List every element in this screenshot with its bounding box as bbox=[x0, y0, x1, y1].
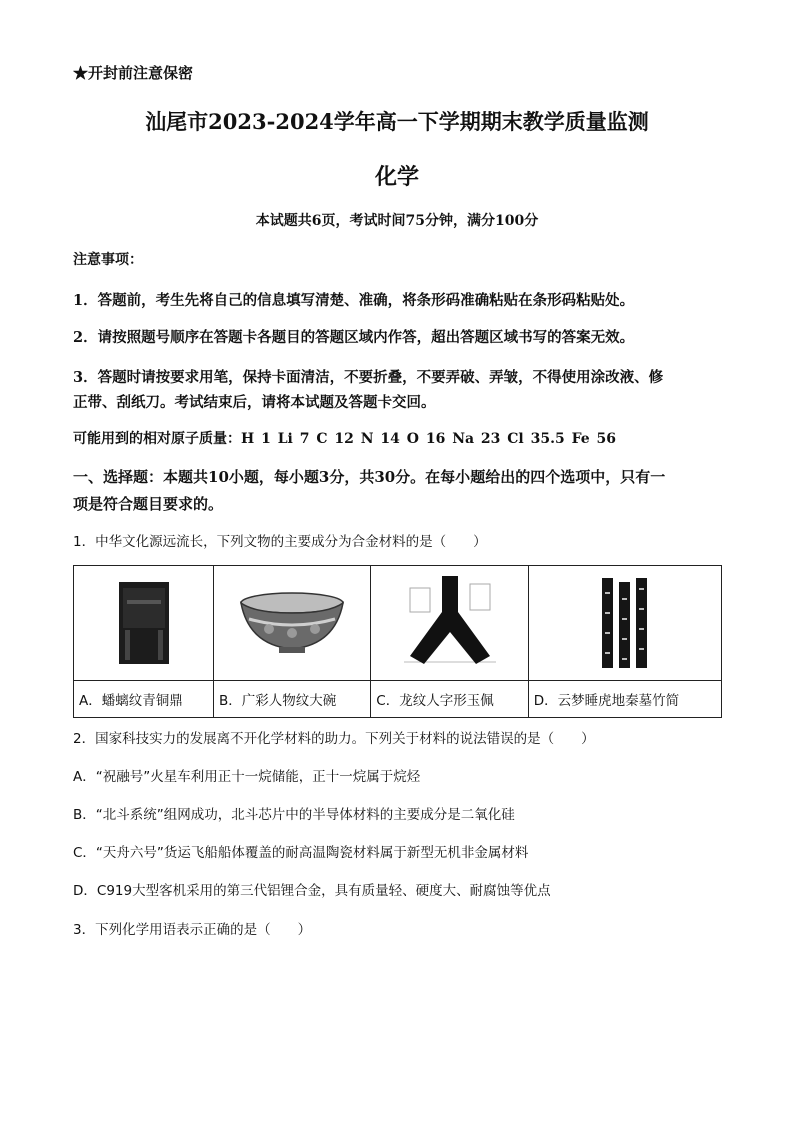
bamboo-slips-image bbox=[600, 578, 650, 668]
confidential-notice: ★开封前注意保密 bbox=[73, 64, 194, 82]
note-item: 1．答题前，考生先将自己的信息填写清楚、准确，将条形码准确粘贴在条形码粘贴处。 bbox=[73, 292, 635, 309]
section-heading: 一、选择题：本题共10小题，每小题3分，共30分。在每小题给出的四个选项中，只有一 bbox=[73, 468, 666, 486]
question-1-options-table bbox=[73, 565, 722, 718]
question-3-stem: 3．下列化学用语表示正确的是（ ） bbox=[73, 922, 312, 938]
bronze-ding-image bbox=[119, 582, 169, 664]
exam-info: 本试题共6页，考试时间75分钟，满分100分 bbox=[255, 213, 539, 229]
question-2-stem: 2．国家科技实力的发展离不开化学材料的助力。下列关于材料的说法错误的是（ ） bbox=[73, 731, 595, 747]
note-item: 2．请按照题号顺序在答题卡各题目的答题区域内作答，超出答题区域书写的答案无效。 bbox=[73, 329, 635, 346]
atomic-masses: 可能用到的相对原子质量：H 1 Li 7 C 12 N 14 O 16 Na 23 Cl 35.5 Fe 56 bbox=[73, 431, 617, 447]
question-2-option-c[interactable]: C．“天舟六号”货运飞船船体覆盖的耐高温陶瓷材料属于新型无机非金属材料 bbox=[73, 845, 529, 861]
notes-heading: 注意事项： bbox=[73, 252, 143, 268]
option-d-image-cell bbox=[528, 566, 721, 681]
option-c-image-cell bbox=[371, 566, 528, 681]
question-2-option-d[interactable]: D．C919大型客机采用的第三代铝锂合金，具有质量轻、硬度大、耐腐蚀等优点 bbox=[73, 883, 551, 899]
option-b[interactable]: B．广彩人物纹大碗 bbox=[214, 681, 371, 718]
question-2-option-b[interactable]: B．“北斗系统”组网成功，北斗芯片中的半导体材料的主要成分是二氧化硅 bbox=[73, 807, 515, 823]
option-d[interactable]: D．云梦睡虎地秦墓竹简 bbox=[528, 681, 721, 718]
note-item: 正带、刮纸刀。考试结束后，请将本试题及答题卡交回。 bbox=[73, 394, 436, 411]
subject-title: 化学 bbox=[374, 164, 419, 190]
note-item: 3．答题时请按要求用笔，保持卡面清洁，不要折叠，不要弄破、弄皱，不得使用涂改液、修 bbox=[73, 369, 664, 386]
section-heading-cont: 项是符合题目要求的。 bbox=[73, 495, 224, 513]
option-a[interactable]: A．蟠螭纹青铜鼎 bbox=[74, 681, 214, 718]
option-b-image-cell bbox=[214, 566, 371, 681]
question-2-option-a[interactable]: A．“祝融号”火星车利用正十一烷储能，正十一烷属于烷烃 bbox=[73, 769, 421, 785]
option-a-image-cell bbox=[74, 566, 214, 681]
jade-pendant-image bbox=[404, 576, 496, 670]
question-1-stem: 1．中华文化源远流长，下列文物的主要成分为合金材料的是（ ） bbox=[73, 534, 487, 550]
porcelain-bowl-image bbox=[239, 591, 345, 655]
option-c[interactable]: C．龙纹人字形玉佩 bbox=[371, 681, 528, 718]
exam-title: 汕尾市2023-2024学年高一下学期期末教学质量监测 bbox=[145, 109, 649, 134]
